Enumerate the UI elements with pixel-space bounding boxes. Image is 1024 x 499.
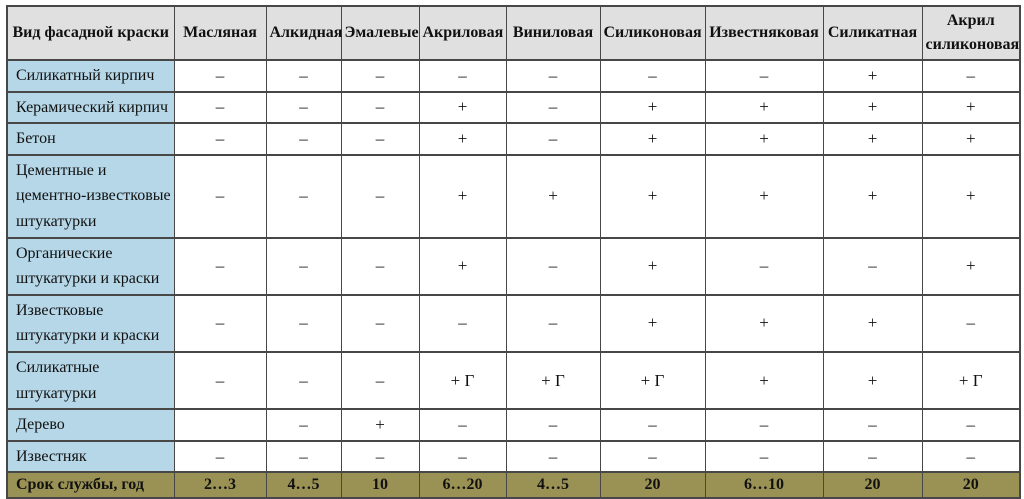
value-cell: + — [823, 352, 922, 409]
value-cell: + — [419, 155, 506, 238]
value-cell: – — [419, 441, 506, 473]
row-label-cell: Силикатные штукатурки — [7, 352, 174, 409]
row-label-cell: Известняк — [7, 441, 174, 473]
table-row — [7, 295, 1020, 352]
value-cell: – — [341, 123, 419, 155]
value-cell: – — [922, 295, 1020, 352]
table-row — [7, 441, 1020, 473]
value-cell: – — [174, 441, 266, 473]
value-cell: – — [174, 123, 266, 155]
table-body — [7, 60, 1020, 472]
value-cell: – — [266, 60, 341, 92]
value-cell: – — [174, 352, 266, 409]
value-cell: – — [705, 441, 823, 473]
paint-compatibility-table — [6, 5, 1021, 499]
table-row — [7, 155, 1020, 238]
value-cell: – — [705, 60, 823, 92]
value-cell: – — [506, 60, 600, 92]
header-row — [7, 6, 1020, 60]
row-label-cell: Известковые штукатурки и краски — [7, 295, 174, 352]
value-cell: + — [419, 92, 506, 124]
value-cell: + — [823, 155, 922, 238]
column-header: Алкидная — [266, 6, 341, 60]
value-cell: + — [341, 409, 419, 441]
value-cell: + — [823, 123, 922, 155]
value-cell: – — [823, 238, 922, 295]
row-label-cell: Органические штукатурки и краски — [7, 238, 174, 295]
value-cell: – — [506, 123, 600, 155]
footer-value-cell: 6…10 — [705, 472, 823, 498]
table-row — [7, 92, 1020, 124]
value-cell: – — [341, 155, 419, 238]
footer-value-cell: 2…3 — [174, 472, 266, 498]
value-cell: – — [823, 441, 922, 473]
value-cell: – — [705, 409, 823, 441]
value-cell: + — [922, 155, 1020, 238]
value-cell: + — [600, 123, 705, 155]
value-cell: + — [419, 123, 506, 155]
value-cell: – — [600, 60, 705, 92]
value-cell: – — [506, 92, 600, 124]
value-cell: – — [341, 238, 419, 295]
footer-value-cell: 4…5 — [266, 472, 341, 498]
value-cell: + — [823, 92, 922, 124]
value-cell: – — [922, 60, 1020, 92]
footer-value-cell: 10 — [341, 472, 419, 498]
column-header: Виниловая — [506, 6, 600, 60]
row-label-cell: Бетон — [7, 123, 174, 155]
table-row — [7, 238, 1020, 295]
value-cell: + — [705, 123, 823, 155]
value-cell: – — [705, 238, 823, 295]
value-cell: + — [600, 92, 705, 124]
value-cell: – — [266, 92, 341, 124]
value-cell: – — [174, 60, 266, 92]
value-cell: – — [174, 92, 266, 124]
value-cell: – — [419, 409, 506, 441]
footer-value-cell: 4…5 — [506, 472, 600, 498]
value-cell: – — [266, 155, 341, 238]
value-cell: – — [922, 409, 1020, 441]
row-label-cell: Керамический кирпич — [7, 92, 174, 124]
column-header: Силиконовая — [600, 6, 705, 60]
table-footer — [7, 472, 1020, 498]
value-cell: – — [506, 409, 600, 441]
value-cell: + — [705, 155, 823, 238]
page — [0, 5, 1024, 494]
value-cell: – — [506, 238, 600, 295]
value-cell: – — [266, 352, 341, 409]
value-cell: – — [266, 441, 341, 473]
column-header: Эмалевые — [341, 6, 419, 60]
table-row — [7, 352, 1020, 409]
table-row — [7, 123, 1020, 155]
value-cell: + — [705, 352, 823, 409]
value-cell: – — [922, 441, 1020, 473]
table-header — [7, 6, 1020, 60]
value-cell: + — [823, 295, 922, 352]
value-cell: – — [266, 409, 341, 441]
value-cell: – — [600, 409, 705, 441]
column-header: Акриловая — [419, 6, 506, 60]
value-cell: + — [922, 92, 1020, 124]
value-cell: + — [922, 123, 1020, 155]
value-cell: – — [341, 92, 419, 124]
footer-row — [7, 472, 1020, 498]
value-cell: + — [705, 295, 823, 352]
value-cell: + — [823, 60, 922, 92]
value-cell: – — [266, 295, 341, 352]
value-cell: + — [922, 238, 1020, 295]
column-header: Силикатная — [823, 6, 922, 60]
value-cell: – — [266, 238, 341, 295]
table-row — [7, 60, 1020, 92]
value-cell: – — [341, 441, 419, 473]
column-header: Акрил силиконовая — [922, 6, 1020, 60]
row-label-cell: Цементные и цементно-известковые штукатурки — [7, 155, 174, 238]
row-label-cell: Дерево — [7, 409, 174, 441]
value-cell: – — [419, 295, 506, 352]
value-cell: – — [341, 295, 419, 352]
value-cell: + Г — [419, 352, 506, 409]
value-cell: + Г — [506, 352, 600, 409]
value-cell: – — [419, 60, 506, 92]
value-cell: – — [174, 155, 266, 238]
table-row — [7, 409, 1020, 441]
corner-header: Вид фасадной краски — [7, 6, 174, 60]
value-cell: + — [705, 92, 823, 124]
value-cell: – — [506, 441, 600, 473]
value-cell: + — [600, 295, 705, 352]
value-cell: – — [174, 238, 266, 295]
value-cell: – — [341, 60, 419, 92]
value-cell: + Г — [922, 352, 1020, 409]
value-cell: + — [506, 155, 600, 238]
column-header: Масляная — [174, 6, 266, 60]
value-cell: + — [419, 238, 506, 295]
value-cell: + — [600, 155, 705, 238]
value-cell: – — [600, 441, 705, 473]
value-cell: – — [341, 352, 419, 409]
footer-value-cell: 20 — [600, 472, 705, 498]
row-label-cell: Силикатный кирпич — [7, 60, 174, 92]
footer-value-cell: 6…20 — [419, 472, 506, 498]
value-cell: – — [823, 409, 922, 441]
footer-value-cell: 20 — [823, 472, 922, 498]
value-cell: – — [506, 295, 600, 352]
value-cell — [174, 409, 266, 441]
footer-label-cell: Срок службы, год — [7, 472, 174, 498]
column-header: Известняковая — [705, 6, 823, 60]
footer-value-cell: 20 — [922, 472, 1020, 498]
value-cell: + Г — [600, 352, 705, 409]
value-cell: – — [266, 123, 341, 155]
value-cell: – — [174, 295, 266, 352]
value-cell: + — [600, 238, 705, 295]
